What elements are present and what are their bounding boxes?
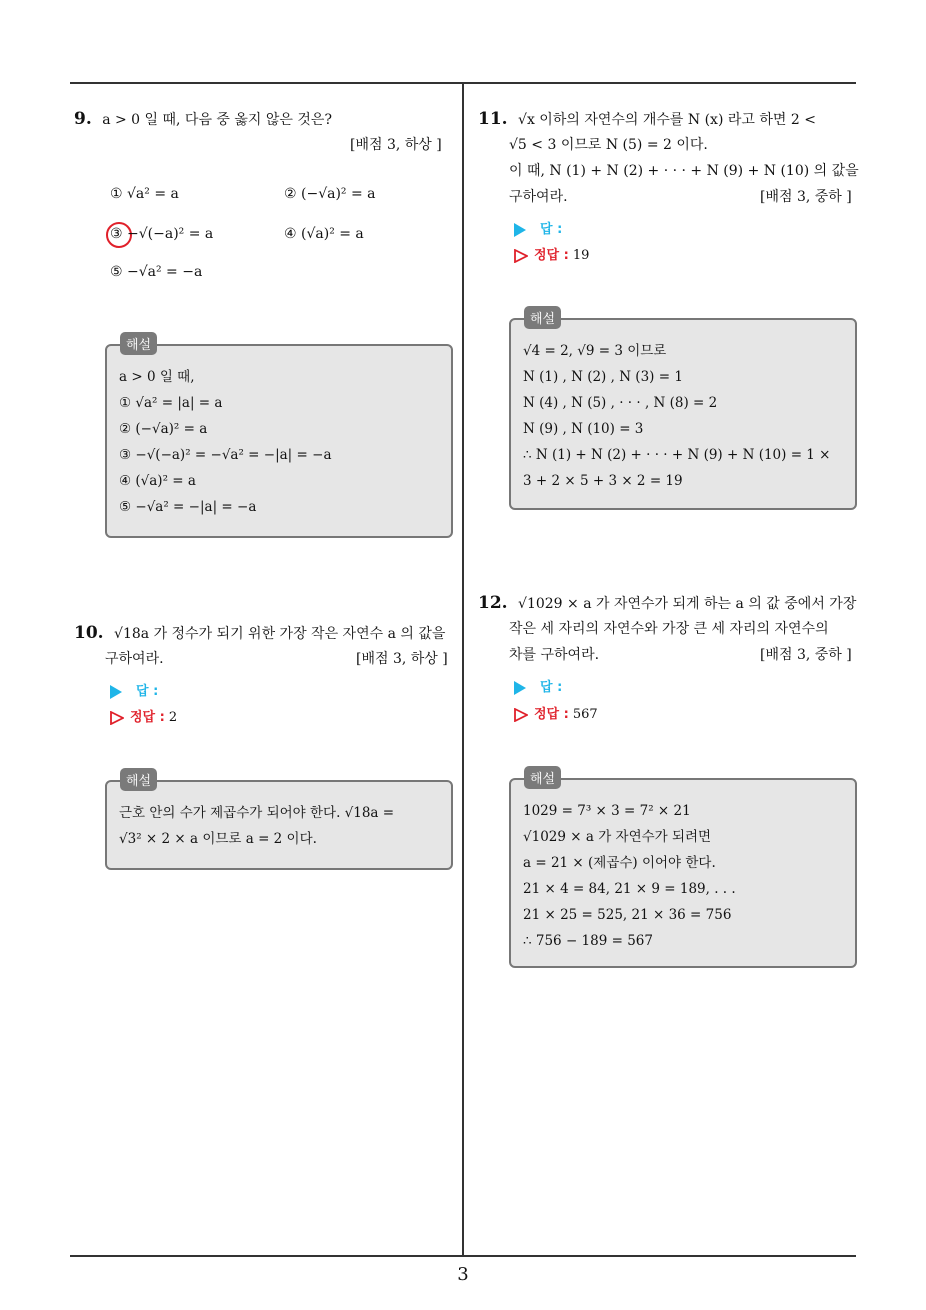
filled-triangle-icon — [514, 681, 526, 695]
question-text: √1029 × a 가 자연수가 되게 하는 a 의 값 중에서 가장 — [518, 596, 857, 612]
solution-line: √1029 × a 가 자연수가 되려면 — [523, 829, 712, 845]
choice-3[interactable]: ③ −√(−a)² = a — [110, 226, 214, 242]
question-11-line3: 이 때, N (1) + N (2) + · · · + N (9) + N (10) 의 값을 — [509, 163, 859, 179]
solution-line: a > 0 일 때, — [119, 369, 195, 385]
question-12-line3: 차를 구하여라. — [509, 647, 600, 663]
answer-label: 답 : — [540, 680, 563, 695]
solution-tab: 해설 — [120, 332, 157, 355]
question-10-line2: 구하여라. — [105, 651, 164, 667]
solution-line: 21 × 25 = 525, 21 × 36 = 756 — [523, 907, 732, 923]
question-9-score: [배점 3, 하상 ] — [350, 137, 442, 153]
solution-tab: 해설 — [120, 768, 157, 791]
choice-1[interactable]: ① √a² = a — [110, 186, 179, 202]
solution-line: ∴ N (1) + N (2) + · · · + N (9) + N (10) = 1 × — [523, 447, 831, 463]
solution-line: ④ (√a)² = a — [119, 473, 196, 489]
question-number: 11. — [478, 109, 508, 129]
solution-box-10 — [105, 780, 453, 870]
solution-line: ① √a² = |a| = a — [119, 395, 223, 411]
solution-lines — [523, 338, 831, 494]
question-9 — [74, 106, 454, 133]
solution-line: ② (−√a)² = a — [119, 421, 208, 437]
question-text: √18a 가 정수가 되기 위한 가장 작은 자연수 a 의 값을 — [114, 626, 446, 642]
question-11-line2: √5 < 3 이므로 N (5) = 2 이다. — [509, 137, 708, 153]
correct-value: 567 — [572, 707, 598, 722]
question-11 — [478, 106, 858, 133]
correct-label: 정답 : — [534, 248, 569, 263]
choice-5[interactable]: ⑤ −√a² = −a — [110, 264, 203, 280]
page-number: 3 — [457, 1264, 469, 1285]
solution-line: 1029 = 7³ × 3 = 7² × 21 — [523, 803, 691, 819]
correct-label: 정답 : — [534, 707, 569, 722]
correct-answer-line — [514, 244, 589, 263]
question-number: 12. — [478, 593, 508, 613]
question-11-score: [배점 3, 중하 ] — [760, 189, 852, 205]
answer-blank-line — [514, 218, 562, 237]
question-12-score: [배점 3, 중하 ] — [760, 647, 852, 663]
question-number: 10. — [74, 623, 104, 643]
solution-box-9 — [105, 344, 453, 538]
solution-lines — [119, 364, 332, 520]
question-12-line2: 작은 세 자리의 자연수와 가장 큰 세 자리의 자연수의 — [509, 621, 829, 637]
filled-triangle-icon — [514, 223, 526, 237]
solution-line: √3² × 2 × a 이므로 a = 2 이다. — [119, 831, 317, 847]
solution-line: ⑤ −√a² = −|a| = −a — [119, 499, 257, 515]
answer-label: 답 : — [540, 222, 563, 237]
question-text: √x 이하의 자연수의 개수를 N (x) 라고 하면 2 < — [518, 112, 816, 128]
question-11-line4: 구하여라. — [509, 189, 568, 205]
column-divider — [462, 82, 464, 1257]
question-12 — [478, 590, 862, 617]
correct-answer-line — [110, 706, 177, 725]
solution-lines — [523, 798, 736, 954]
answer-label: 답 : — [136, 684, 159, 699]
solution-line: √4 = 2, √9 = 3 이므로 — [523, 343, 667, 359]
solution-line: 21 × 4 = 84, 21 × 9 = 189, . . . — [523, 881, 736, 897]
solution-lines — [119, 800, 394, 852]
solution-tab: 해설 — [524, 766, 561, 789]
correct-value: 2 — [168, 710, 178, 725]
outline-triangle-icon — [110, 711, 124, 725]
solution-tab: 해설 — [524, 306, 561, 329]
correct-answer-line — [514, 703, 598, 722]
correct-value: 19 — [572, 248, 590, 263]
correct-label: 정답 : — [130, 710, 165, 725]
question-10 — [74, 620, 458, 647]
solution-line: N (4) , N (5) , · · · , N (8) = 2 — [523, 395, 718, 411]
question-10-score: [배점 3, 하상 ] — [356, 651, 448, 667]
question-number: 9. — [74, 109, 92, 129]
choice-4[interactable]: ④ (√a)² = a — [284, 226, 364, 242]
solution-line: ∴ 756 − 189 = 567 — [523, 933, 653, 949]
solution-line: N (1) , N (2) , N (3) = 1 — [523, 369, 683, 385]
solution-box-11 — [509, 318, 857, 510]
answer-blank-line — [110, 680, 158, 699]
bottom-rule — [70, 1255, 856, 1257]
solution-line: N (9) , N (10) = 3 — [523, 421, 644, 437]
solution-line: ③ −√(−a)² = −√a² = −|a| = −a — [119, 447, 332, 463]
choice-2[interactable]: ② (−√a)² = a — [284, 186, 376, 202]
outline-triangle-icon — [514, 249, 528, 263]
solution-box-12 — [509, 778, 857, 968]
answer-blank-line — [514, 676, 562, 695]
question-text: a > 0 일 때, 다음 중 옳지 않은 것은? — [102, 112, 332, 128]
solution-line: 근호 안의 수가 제곱수가 되어야 한다. √18a = — [119, 805, 395, 821]
outline-triangle-icon — [514, 708, 528, 722]
solution-line: 3 + 2 × 5 + 3 × 2 = 19 — [523, 473, 683, 489]
filled-triangle-icon — [110, 685, 122, 699]
solution-line: a = 21 × (제곱수) 이어야 한다. — [523, 855, 716, 871]
